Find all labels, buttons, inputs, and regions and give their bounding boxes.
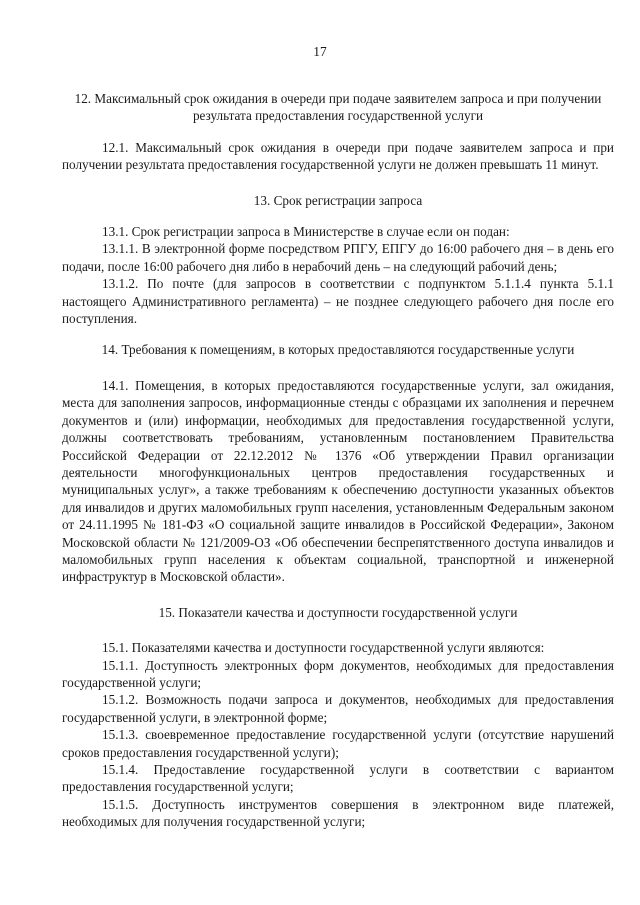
page-number: 17: [313, 44, 327, 59]
section-13-heading: 13. Срок регистрации запроса: [253, 192, 423, 208]
section-15-heading: 15. Показатели качества и доступности государственной услуги: [158, 604, 518, 620]
paragraph-14-1: 14.1. Помещения, в которых предоставляются государственные услуги, зал ожидания, места для заполнения запросов, информационные стенды с образцами их заполнения и перечнем документов и (или) информации, необходимых для предоставления государственной услуги, должны соответствовать требованиям, установленным постановлением Правительства Российской Федерации от 22.12.2012 № 1376 «Об утверждении Правил организации деятельности многофункциональных центров предоставления государственных и муниципальных услуг», а также требованиям к обеспечению доступности указанных объектов для инвалидов и других маломобильных групп населения, установленным Федеральным законом от 24.11.1995 № 181-ФЗ «О социальной защите инвалидов в Российской Федерации», Законом Московской области № 121/2009-ОЗ «Об обеспечении беспрепятственного доступа инвалидов и маломобильных групп населения к объектам социальной, транспортной и инженерной инфраструктур в Московской области».: [62, 377, 614, 585]
paragraph-12-1: 12.1. Максимальный срок ожидания в очереди при подаче заявителем запроса и при получении результата предоставления государственной услуги не должен превышать 11 минут.: [62, 139, 614, 173]
paragraph-15-1-3: 15.1.3. своевременное предоставление государственной услуги (отсутствие нарушений сроков предоставления государственной услуги);: [62, 727, 614, 760]
paragraph-13-1: 13.1. Срок регистрации запроса в Министерстве в случае если он подан:: [102, 224, 510, 240]
paragraph-15-1-4: 15.1.4. Предоставление государственной услуги в соответствии с вариантом предоставления государственной услуги;: [62, 762, 614, 795]
document-body: [62, 90, 614, 831]
section-14-heading: 14. Требования к помещениям, в которых предоставляются государственные услуги: [101, 342, 575, 358]
paragraph-13-1-2: 13.1.2. По почте (для запросов в соответствии с подпунктом 5.1.1.4 пункта 5.1.1 настоящего Административного регламента) – не позднее следующего рабочего дня после его поступления.: [62, 276, 614, 327]
paragraph-13-1-1: 13.1.1. В электронной форме посредством РПГУ, ЕПГУ до 16:00 рабочего дня – в день его подачи, после 16:00 рабочего дня либо в нерабочий день – на следующий рабочий день;: [62, 241, 614, 274]
paragraph-15-1-2: 15.1.2. Возможность подачи запроса и документов, необходимых для предоставления государственной услуги, в электронной форме;: [62, 692, 614, 725]
paragraph-15-1-5: 15.1.5. Доступность инструментов совершения в электронном виде платежей, необходимых для получения государственной услуги;: [62, 796, 614, 830]
paragraph-15-1-1: 15.1.1. Доступность электронных форм документов, необходимых для предоставления государственной услуги;: [62, 657, 614, 690]
section-12-heading: 12. Максимальный срок ожидания в очереди при подаче заявителем запроса и при получении результата предоставления государственной услуги: [74, 91, 602, 124]
paragraph-15-1: 15.1. Показателями качества и доступности государственной услуги являются:: [102, 640, 545, 656]
